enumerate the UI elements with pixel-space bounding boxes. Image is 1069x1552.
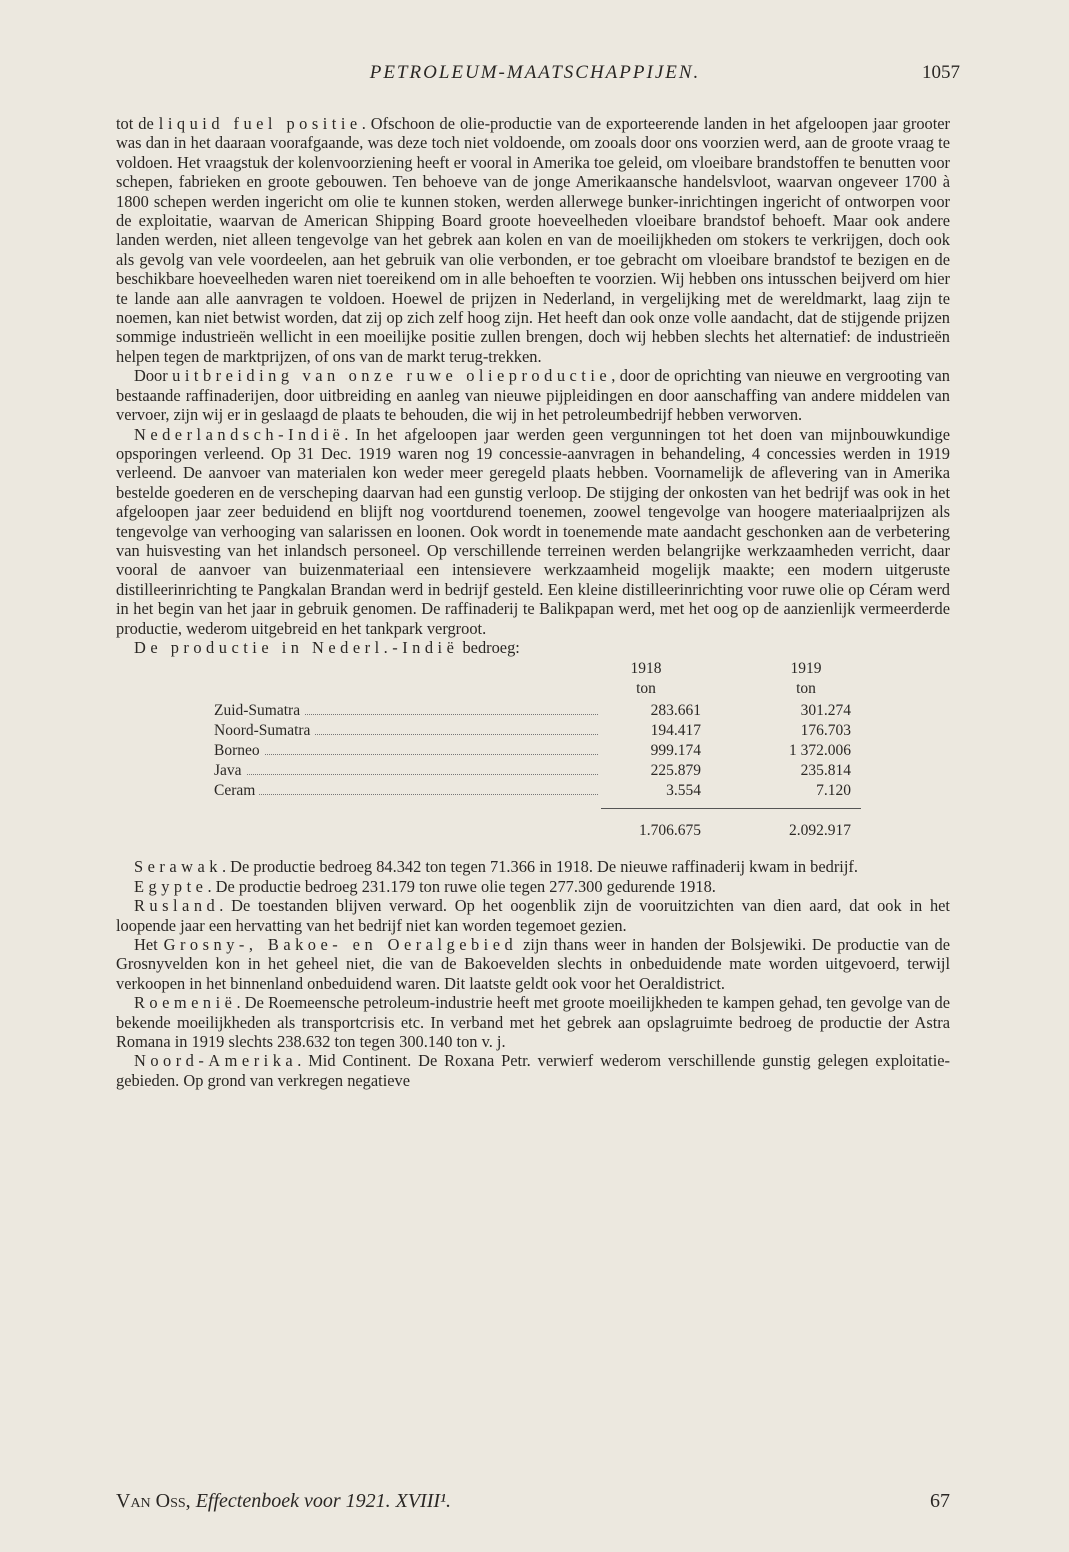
paragraph-noord-amerika: Noord-Amerika. Mid Continent. De Roxana Petr. verwierf wederom verschillende gunstig gelegen exploitatie-gebieden. Op grond van verkregen negatieve [116,1051,950,1090]
table-row [116,721,950,741]
footer-book-title: Effectenboek voor 1921. [195,1490,391,1512]
cell-1918: 999.174 [601,741,701,760]
page-number: 1057 [922,62,960,83]
footer-signature [116,1490,451,1513]
table-header-units [116,679,950,699]
column-unit-1919: ton [796,680,816,698]
paragraph-productie-intro: De productie in Nederl.-Indië bedroeg: [134,637,520,657]
page-footer [116,1490,950,1518]
table-row [116,701,950,721]
cell-1918: 283.661 [601,701,701,720]
column-header-1919: 1919 [790,660,822,678]
table-header-years [116,659,950,679]
paragraph-rusland: Rusland. De toestanden blijven verward. Op het oogenblik zijn de vooruitzichten van dien aard, dat ook in het loopende jaar een hervatting van het bedrijf niet kan worden tegemoet gezien. [116,896,950,935]
production-table [116,657,950,857]
cell-1918: 194.417 [601,721,701,740]
total-rule [601,808,861,809]
footer-sheet-number: 67 [930,1490,950,1512]
footer-author: Van Oss, [116,1490,191,1512]
cell-1919: 176.703 [800,722,851,740]
paragraph-liquid-fuel: tot de liquid fuel positie. Ofschoon de olie-productie van de exporteerende landen in het afgeloopen jaar grooter was dan in het daaraan voorafgaande, was deze toch niet voldoende, om zooals door ons voorzien werd, aan de groote vraag te voldoen. Het vraagstuk der kolenvoorziening heeft er vooral in Amerika toe geleid, om vloeibare brandstoffen te benutten voor schepen, fabrieken en groote gebouwen. Ten behoeve van de jonge Amerikaansche handelsvloot, waarvan ongeveer 1700 à 1800 schepen werden ingericht om olie te kunnen stoken, werden allerwege bunker-inrichtingen ingericht of ontworpen voor de exploitatie, waarvan de American Shipping Board groote hoeveelheden vloeibare brandstof behoeft. Maar ook andere landen werden, niet alleen tengevolge van het gebrek aan kolen en van de moeilijkheden om stokers te verkrijgen, doch ook als gevolg van vele voordeelen, aan het gebruik van olie verbonden, er toe gebracht om vloeibare brandstof te bezigen en de beschikbare hoeveelheden waren niet toereikend om in alle behoeften te voorzien. Wij hebben ons intusschen beijverd om hier te lande aan alle aanvragen te voldoen. Hoewel de prijzen in Nederland, in vergelijking met de wereldmarkt, laag zijn te noemen, kan niet betwist worden, dat zij op zich zelf hoog zijn. Het heeft dan ook onze volle aandacht, dat de stijgende prijzen sommige industrieën wellicht in een moeilijke positie zullen brengen, doch wij hebben slechts het alternatief: de industrieën helpen tegen de marktprijzen, of ons van de markt terug-trekken. [116,114,951,366]
cell-1919: 1 372.006 [789,742,851,760]
cell-1919: 301.274 [800,702,851,720]
paragraph-grosny: Het Grosny-, Bakoe- en Oeralgebied zijn thans weer in handen der Bolsjewiki. De productie van de Grosnyvelden kon in het geheel niet, die van de Bakoevelden slechts in onbeduidende mate worden uitgevoerd, terwijl verkoopen in het binnenland onbeduidend waren. Dit laatste geldt ook voor het Oeraldistrict. [116,935,951,993]
row-label: Noord-Sumatra [214,721,314,740]
paragraph-uitbreiding: Door uitbreiding van onze ruwe olieproductie, door de oprichting van nieuwe en vergrooting van bestaande raffinaderijen, door uitbreiding en aanleg van nieuwe pijpleidingen en door aanschaffing van andere middelen van vervoer, zijn wij er in geslaagd de plaats te behouden, die wij in het petroleumbedrijf hebben verworven. [116,366,950,425]
cell-1919: 7.120 [816,782,851,800]
footer-volume: XVIII¹. [395,1490,452,1512]
row-label: Ceram [214,781,259,800]
row-label: Borneo [214,741,264,760]
row-label: Java [214,761,246,780]
total-1918: 1.706.675 [639,822,701,840]
paragraph-nederlandsch-indie: Nederlandsch-Indië. In het afgeloopen jaar werden geen vergunningen tot het doen van mijnbouwkundige opsporingen verleend. Op 31 Dec. 1919 waren nog 19 concessie-aanvragen in behandeling, 4 concessies werden in 1919 verleend. De aanvoer van materialen kon weder meer geregeld plaats hebben. Voornamelijk de aflevering van in Amerika bestelde goederen en de verscheping daarvan had een gunstig verloop. De stijging der onkosten van het bedrijf was ook in het afgeloopen jaar zeer beduidend en blijft nog voortdurend toenemen, zoowel tengevolge van hoogere materiaalprijzen als tengevolge van verhooging van salarissen en loonen. Ook wordt in toenemende mate aandacht geschonken aan de verbetering van huisvesting van het inlandsch personeel. Op verschillende terreinen werden belangrijke werkzaamheden verricht, daar vooral de aanvoer van buizenmateriaal een intensievere werkzaamheid mogelijk maakte; een modern uitgeruste distilleerinrichting te Pangkalan Brandan werd in bedrijf gesteld. Een kleine distilleerinrichting voor ruwe olie op Céram werd in het begin van het jaar in gebruik genomen. De raffinaderij te Balikpapan werd, met het oog op de aanzienlijk vermeerderde productie, wederom uitgebreid en het tankpark vergroot. [116,424,950,638]
table-row [116,781,950,801]
column-header-1918: 1918 [630,660,662,678]
paragraph-roemenie: Roemenië. De Roemeensche petroleum-industrie heeft met groote moeilijkheden te kampen gehad, ten gevolge van de bekende moeilijkheden als transportcrisis etc. In verband met het gebrek aan opslagruimte bedroeg de productie der Astra Romana in 1919 slechts 238.632 ton tegen 300.140 ton v. j. [116,993,950,1052]
row-label: Zuid-Sumatra [214,701,304,720]
total-1919: 2.092.917 [789,822,851,840]
body-text [116,114,950,1090]
table-row [116,761,950,781]
cell-1918: 225.879 [601,761,701,780]
paragraph-serawak: Serawak. De productie bedroeg 84.342 ton tegen 71.366 in 1918. De nieuwe raffinaderij kwam in bedrijf. [134,857,858,877]
running-header [110,62,960,92]
paragraph-egypte: Egypte. De productie bedroeg 231.179 ton ruwe olie tegen 277.300 gedurende 1918. [134,876,716,896]
column-unit-1918: ton [636,680,656,698]
table-total-row [116,821,950,841]
cell-1919: 235.814 [800,762,851,780]
running-title: PETROLEUM-MAATSCHAPPIJEN. [369,62,701,83]
table-row [116,741,950,761]
cell-1918: 3.554 [601,781,701,800]
